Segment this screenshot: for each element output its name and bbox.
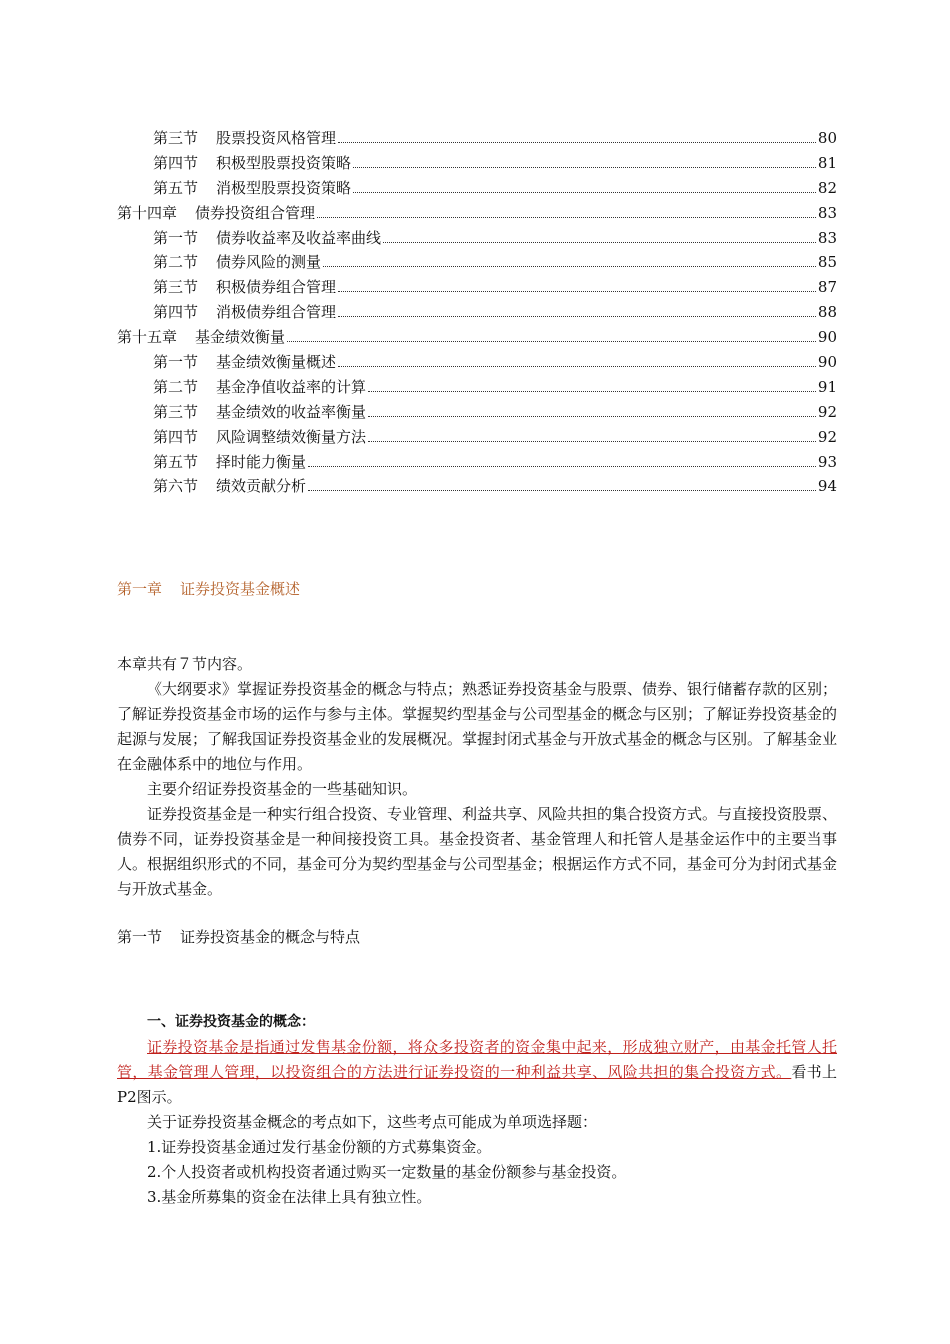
toc-entry-page: 88 <box>817 303 837 322</box>
toc-section-row[interactable] <box>117 250 837 275</box>
toc-entry-page: 85 <box>817 253 837 272</box>
toc-entry-title: 基金绩效衡量概述 <box>216 353 337 372</box>
toc-entry-title: 绩效贡献分析 <box>216 477 307 496</box>
toc-dot-leader <box>323 265 816 267</box>
toc-entry-number: 第一节 <box>153 353 199 372</box>
toc-entry-page: 94 <box>817 477 837 496</box>
toc-entry-page: 92 <box>817 427 837 446</box>
toc-entry-title: 积极债券组合管理 <box>216 278 337 297</box>
toc-entry-title: 风险调整绩效衡量方法 <box>216 427 367 446</box>
toc-entry-page: 91 <box>817 377 837 396</box>
toc-dot-leader <box>368 415 816 417</box>
section-heading <box>117 926 360 947</box>
toc-section-row[interactable] <box>117 151 837 176</box>
toc-entry-number: 第五节 <box>153 452 199 471</box>
toc-entry-page: 90 <box>817 328 837 347</box>
toc-dot-leader <box>338 290 816 292</box>
toc-section-row[interactable] <box>117 275 837 300</box>
toc-dot-leader <box>338 141 816 143</box>
toc-dot-leader <box>338 365 816 367</box>
toc-entry-title: 基金绩效衡量 <box>195 328 286 347</box>
table-of-contents <box>117 126 837 499</box>
toc-section-row[interactable] <box>117 375 837 400</box>
toc-dot-leader <box>287 340 816 342</box>
toc-entry-page: 80 <box>817 129 837 147</box>
definition-paragraph <box>117 1035 837 1110</box>
exam-intro: 关于证券投资基金概念的考点如下，这些考点可能成为单项选择题： <box>147 1113 598 1131</box>
toc-section-row[interactable] <box>117 350 837 375</box>
toc-entry-number: 第三节 <box>153 129 199 147</box>
toc-entry-title: 积极型股票投资策略 <box>216 153 352 172</box>
toc-entry-title: 择时能力衡量 <box>216 452 307 471</box>
chapter-number: 第一章 <box>117 580 163 598</box>
toc-dot-leader <box>308 489 816 491</box>
toc-entry-number: 第四节 <box>153 153 199 172</box>
toc-entry-title: 基金绩效的收益率衡量 <box>216 402 367 421</box>
toc-entry-number: 第一节 <box>153 228 199 247</box>
toc-entry-page: 87 <box>817 278 837 297</box>
toc-entry-title: 消极债券组合管理 <box>216 303 337 322</box>
summary-paragraph: 证券投资基金是一种实行组合投资、专业管理、利益共享、风险共担的集合投资方式。与直接投资股票、债券不同，证券投资基金是一种间接投资工具。基金投资者、基金管理人和托管人是基金运作中的主要当事人。根据组织形式的不同，基金可分为契约型基金与公司型基金；根据运作方式不同，基金可分为封闭式基金与开放式基金。 <box>117 805 838 898</box>
toc-section-row[interactable] <box>117 226 837 251</box>
chapter-heading <box>117 578 300 599</box>
exam-point-3: 3.基金所募集的资金在法律上具有独立性。 <box>147 1188 432 1206</box>
basics-paragraph: 主要介绍证券投资基金的一些基础知识。 <box>147 780 418 798</box>
toc-entry-page: 93 <box>817 452 837 471</box>
exam-point-2: 2.个人投资者或机构投资者通过购买一定数量的基金份额参与基金投资。 <box>147 1163 627 1181</box>
section-title: 证券投资基金的概念与特点 <box>180 928 361 946</box>
toc-entry-title: 基金净值收益率的计算 <box>216 377 367 396</box>
chapter-title: 证券投资基金概述 <box>180 580 301 598</box>
toc-section-row[interactable] <box>117 425 837 450</box>
toc-dot-leader <box>317 216 816 218</box>
toc-chapter-row[interactable] <box>117 325 837 350</box>
toc-entry-number: 第三节 <box>153 278 199 297</box>
toc-entry-page: 90 <box>817 353 837 372</box>
toc-entry-number: 第四节 <box>153 427 199 446</box>
toc-entry-page: 83 <box>817 203 837 222</box>
concept-heading: 一、证券投资基金的概念： <box>147 1014 315 1030</box>
toc-entry-number: 第四节 <box>153 303 199 322</box>
toc-dot-leader <box>383 241 816 243</box>
toc-entry-number: 第二节 <box>153 377 199 396</box>
toc-entry-number: 第三节 <box>153 402 199 421</box>
toc-entry-title: 消极型股票投资策略 <box>216 178 352 197</box>
toc-entry-number: 第六节 <box>153 477 199 496</box>
toc-section-row[interactable] <box>117 176 837 201</box>
toc-entry-page: 92 <box>817 402 837 421</box>
toc-section-row[interactable] <box>117 400 837 425</box>
toc-dot-leader <box>368 390 816 392</box>
toc-entry-number: 第二节 <box>153 253 199 272</box>
toc-section-row[interactable] <box>117 450 837 475</box>
toc-entry-title: 债券风险的测量 <box>216 253 322 272</box>
toc-entry-number: 第十四章 <box>117 203 178 222</box>
definition-highlight: 证券投资基金是指通过发售基金份额，将众多投资者的资金集中起来，形成独立财产，由基金托管人托管，基金管理人管理，以投资组合的方法进行证券投资的一种利益共享、风险共担的集合投资方式。 <box>117 1038 837 1081</box>
toc-entry-number: 第十五章 <box>117 328 178 347</box>
toc-section-row[interactable] <box>117 474 837 499</box>
toc-entry-number: 第五节 <box>153 178 199 197</box>
toc-dot-leader <box>368 440 816 442</box>
definition-tail: 看书上P2图示。 <box>117 1063 837 1106</box>
toc-section-row[interactable] <box>117 126 837 151</box>
toc-dot-leader <box>338 315 816 317</box>
syllabus-paragraph: 《大纲要求》掌握证券投资基金的概念与特点；熟悉证券投资基金与股票、债券、银行储蓄存款的区别；了解证券投资基金市场的运作与参与主体。掌握契约型基金与公司型基金的概念与区别；了解证券投资基金的起源与发展；了解我国证券投资基金业的发展概况。掌握封闭式基金与开放式基金的概念与区别。了解基金业在金融体系中的地位与作用。 <box>117 680 838 773</box>
concept-block <box>117 1010 837 1210</box>
toc-entry-title: 债券收益率及收益率曲线 <box>216 228 382 247</box>
toc-dot-leader <box>308 465 816 467</box>
section-count-line: 本章共有７节内容。 <box>117 655 253 673</box>
section-number: 第一节 <box>117 928 163 946</box>
chapter-intro <box>117 652 837 902</box>
toc-chapter-row[interactable] <box>117 201 837 226</box>
toc-dot-leader <box>353 191 816 193</box>
toc-dot-leader <box>353 166 816 168</box>
toc-entry-title: 债券投资组合管理 <box>195 203 316 222</box>
toc-entry-page: 83 <box>817 228 837 247</box>
toc-section-row[interactable] <box>117 300 837 325</box>
toc-entry-page: 81 <box>817 153 837 172</box>
toc-entry-page: 82 <box>817 178 837 197</box>
exam-point-1: 1.证券投资基金通过发行基金份额的方式募集资金。 <box>147 1138 492 1156</box>
toc-entry-title: 股票投资风格管理 <box>216 129 337 147</box>
